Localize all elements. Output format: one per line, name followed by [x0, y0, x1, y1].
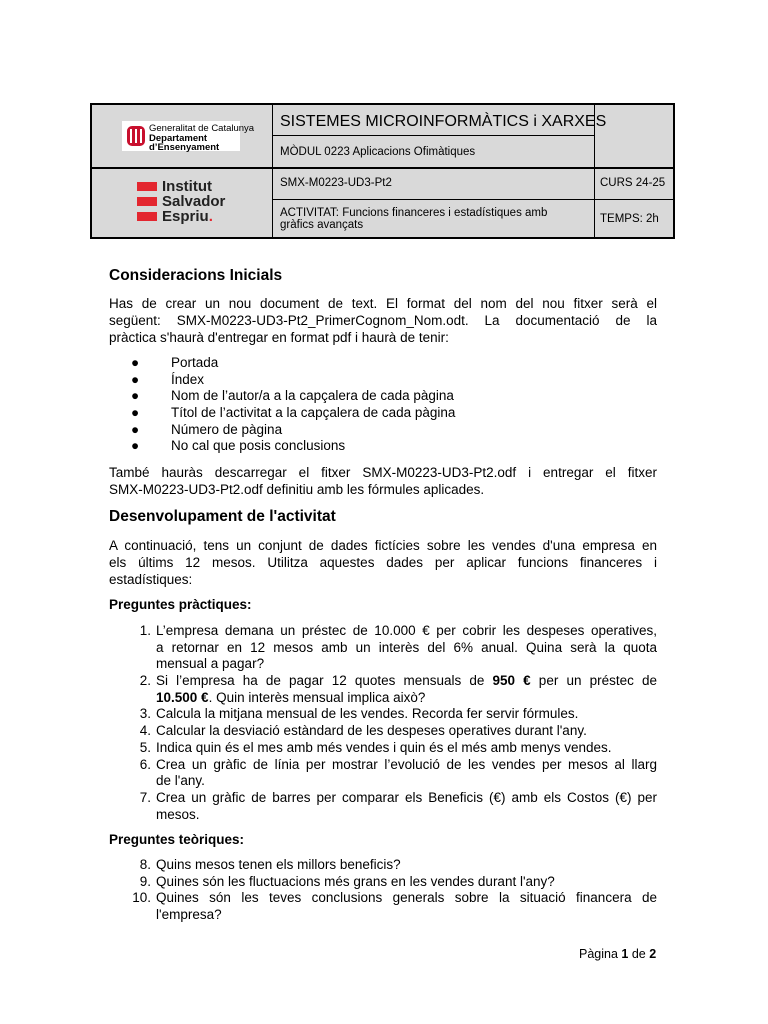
institut-name-3: Espriu	[162, 208, 209, 225]
list-item: 9. Quines són les fluctuacions més grans en les vendes durant l'any?	[139, 873, 555, 889]
bullet-icon: ●	[131, 438, 140, 454]
list-item: 3. Calcula la mitjana mensual de les vendes. Recorda fer servir fórmules.	[139, 706, 579, 722]
text-line: SMX-M0223-UD3-Pt2.odf definitiu amb les fórmules aplicades.	[109, 482, 485, 497]
section2-intro	[109, 537, 657, 588]
text-line: pràctica s'haurà d'entregar en format pdf i haurà de tenir:	[109, 330, 449, 345]
text-line: estadístiques:	[109, 572, 193, 587]
page-number: Pàgina 1 de 2	[579, 947, 657, 961]
text-line: A continuació, tens un conjunt de dades fictícies sobre les vendes d'una empresa en	[109, 538, 657, 553]
institut-logo-bar	[137, 182, 157, 191]
section-title-development: Desenvolupament de l'activitat	[109, 508, 336, 525]
institut-name-1: Institut	[162, 178, 212, 195]
list-item: 1. L’empresa demana un préstec de 10.000 € per cobrir les despeses operatives, a retornar en 12 mesos amb un interès del 6% anual. Quina serà la quota mensual a pagar?	[139, 623, 657, 672]
institut-logo	[137, 180, 247, 226]
section1-outro	[109, 464, 657, 498]
module-cell: MÒDUL 0223 Aplicacions Ofimàtiques	[280, 146, 476, 158]
bullet-icon: ●	[131, 405, 140, 421]
generalitat-logo	[122, 121, 255, 153]
activity-line-1: ACTIVITAT: Funcions financeres i estadístiques amb	[280, 207, 548, 219]
list-item: 5. Indica quin és el mes amb més vendes i quin és el més amb menys vendes.	[139, 739, 612, 755]
activity-cell	[280, 207, 547, 231]
document-page: Generalitat de Catalunya Departament d’Ensenyament Institut Salvador Espriu. SISTEMES MICROINFORMÀTICS i XARXES MÒDUL 0223 Aplicacions Ofimàtiques SMX-M0223-UD3-Pt2 CURS 24-25 ACTIVITAT: Funcions financeres i estadístiques amb gràfics avançats TEMPS: 2h Consideracions Inicials Has de crear un nou document de text. El format del nom del nou fitxer serà el següent: SMX-M0223-UD3-Pt2_PrimerCognom_Nom.odt. La documentació de la pràctica s'haurà d'entregar en format pdf i haurà de tenir: ● Portada ● Índex ● Nom de l’autor/a a la capçalera de cada pàgina ● Títol de l’activitat a la capçalera de cada pàgina ● Número de pàgina ● No cal que posis conclusions També hauràs descarregar el fitxer SMX-M0223-UD3-Pt2.odf i entregar el fitxer SMX-M0223-UD3-Pt2.odf definitiu amb les fórmules aplicades. Desenvolupament de l'activitat A continuació, tens un conjunt de dades fictícies sobre les vendes d'una empresa en els últims 12 mesos. Utilitza aquestes dades per aplicar funcions financeres i estadístiques: Preguntes pràctiques: 1. L’empresa demana un préstec de 10.000 € per cobrir les despeses operatives, a retornar en 12 mesos amb un interès del 6% anual. Quina serà la quota mensual a pagar? 2. Si l’empresa ha de pagar 12 quotes mensuals de 950 € per un préstec de 10.500 €. Quin interès mensual implica això? 3. Calcula la mitjana mensual de les vendes. Recorda fer servir fórmules. 4. Calcular la desviació estàndard de les despeses operatives durant l'any. 5. Indica quin és el mes amb més vendes i quin és el més amb menys vendes. 6. Crea un gràfic de línia per mostrar l’evolució de les vendes per mesos al llarg de l'any. 7. Crea un gràfic de barres per comparar els Beneficis (€) amb els Costos (€) per mesos. Preguntes teòriques: 8. Quins mesos tenen els millors beneficis? 9. Quines són les fluctuacions més grans en les vendes durant l'any? 10. Quines són les teves conclusions generals sobre la situació financera de l'empresa? Pàgina 1 de 2	[0, 0, 768, 1024]
section-title-considerations: Consideracions Inicials	[109, 267, 283, 284]
bullet-icon: ●	[131, 421, 140, 437]
bullet-icon: ●	[131, 371, 140, 387]
bullet-icon: ●	[131, 355, 140, 370]
bullet-icon: ●	[131, 388, 140, 404]
institut-name-2: Salvador	[162, 193, 226, 210]
institut-logo-dot: .	[208, 208, 213, 225]
institut-logo-bar	[137, 212, 157, 221]
theory-questions-title: Preguntes teòriques:	[109, 832, 245, 847]
generalitat-emblem-icon	[126, 125, 146, 147]
list-item: 8. Quins mesos tenen els millors beneficis?	[139, 857, 401, 872]
list-item: 2. Si l’empresa ha de pagar 12 quotes mensuals de 950 € per un préstec de 10.500 €. Quin interès mensual implica això?	[139, 673, 657, 705]
text-line: També hauràs descarregar el fitxer SMX-M0223-UD3-Pt2.odf i entregar el fitxer	[109, 465, 657, 480]
list-item: 4. Calcular la desviació estàndard de les despeses operatives durant l'any.	[139, 723, 587, 739]
department-name-2: d’Ensenyament	[149, 142, 220, 153]
activity-line-2: gràfics avançats	[280, 219, 364, 231]
practical-questions-list	[131, 623, 657, 823]
section1-intro	[109, 295, 657, 346]
institut-logo-bar	[137, 197, 157, 206]
text-line: Has de crear un nou document de text. El format del nom del nou fitxer serà el	[109, 296, 657, 311]
text-line: els últims 12 mesos. Utilitza aquestes dades per aplicar funcions financeres i	[109, 555, 657, 570]
text-line: següent: SMX-M0223-UD3-Pt2_PrimerCognom_Nom.odt. La documentació de la	[109, 313, 657, 328]
list-item: 6. Crea un gràfic de línia per mostrar l’evolució de les vendes per mesos al llarg de l'any.	[139, 756, 657, 789]
time-cell: TEMPS: 2h	[600, 213, 659, 225]
practical-questions-title: Preguntes pràctiques:	[109, 597, 252, 612]
list-item: 7. Crea un gràfic de barres per comparar els Beneficis (€) amb els Costos (€) per mesos.	[139, 789, 657, 822]
department-name-1: Departament	[149, 132, 208, 144]
theory-questions-list	[131, 857, 657, 924]
course-cell: CURS 24-25	[600, 177, 666, 189]
code-cell: SMX-M0223-UD3-Pt2	[280, 177, 392, 189]
generalitat-name: Generalitat de Catalunya	[149, 123, 255, 134]
subject-cell: SISTEMES MICROINFORMÀTICS i XARXES	[280, 113, 607, 130]
list-item: 10. Quines són les teves conclusions generals sobre la situació financera de l'empresa?	[132, 890, 657, 923]
